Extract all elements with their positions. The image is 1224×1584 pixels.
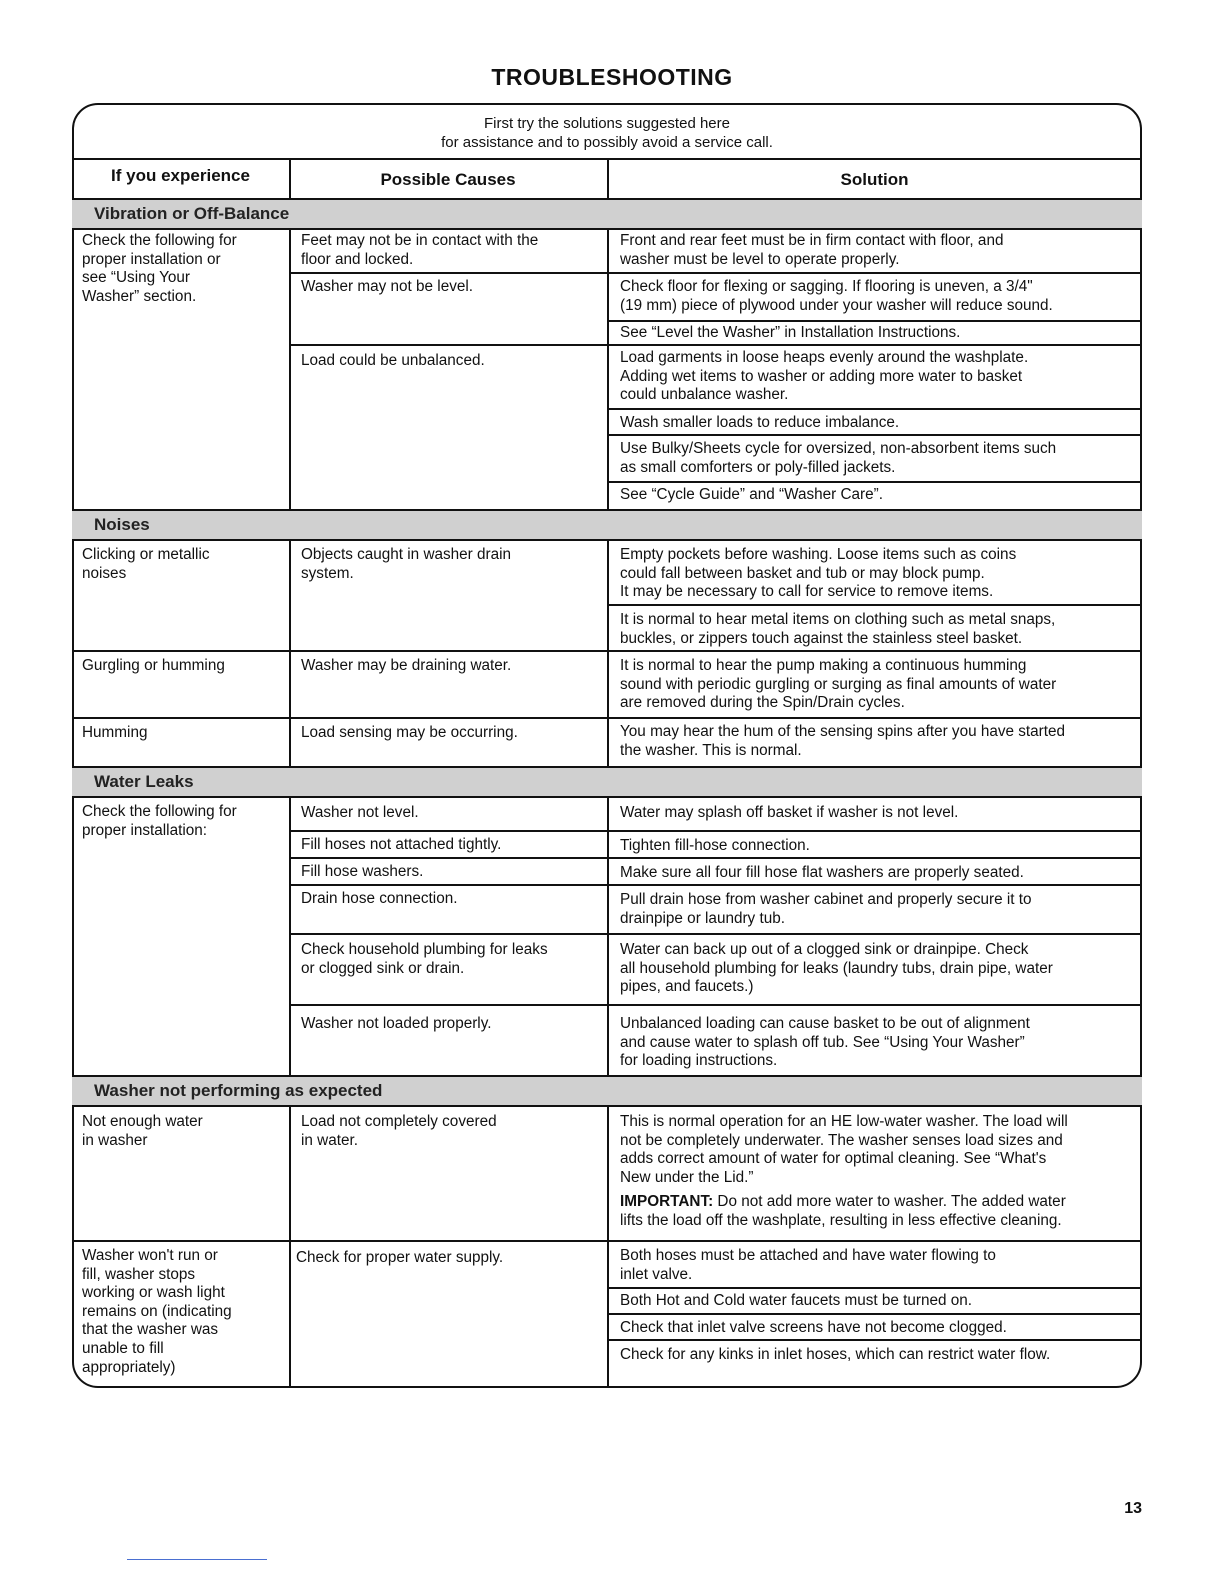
cell-line: noises xyxy=(82,564,127,582)
cell-line: Pull drain hose from washer cabinet and properly secure it to xyxy=(620,891,1032,908)
experience-cell xyxy=(82,546,210,583)
solution-cell xyxy=(620,486,883,505)
solution-cell xyxy=(620,941,1053,997)
cell-line: in washer xyxy=(82,1131,148,1149)
row-divider xyxy=(289,272,1142,274)
cell-line: Check that inlet valve screens have not become clogged. xyxy=(620,1319,1007,1336)
cell-line: Washer may not be level. xyxy=(301,278,474,295)
section-title: Vibration or Off-Balance xyxy=(94,204,290,223)
row-divider xyxy=(607,1313,1142,1315)
cell-line: remains on (indicating xyxy=(82,1302,232,1320)
solution-cell xyxy=(620,1015,1030,1071)
row-divider xyxy=(289,857,1142,859)
row-divider xyxy=(72,650,1142,652)
page-number: 13 xyxy=(1124,1500,1142,1517)
cell-line: system. xyxy=(301,564,354,582)
cause-cell xyxy=(301,657,511,676)
row-divider xyxy=(289,1004,1142,1006)
solution-cell xyxy=(620,1319,1007,1338)
solution-cell xyxy=(620,349,1028,405)
cell-line: Drain hose connection. xyxy=(301,890,458,907)
cause-cell xyxy=(301,278,473,297)
cell-line: Load garments in loose heaps evenly around the washplate. xyxy=(620,349,1029,366)
cause-cell xyxy=(301,890,457,909)
row-divider xyxy=(72,1240,1142,1242)
cell-line: Check the following for xyxy=(82,803,237,820)
row-divider xyxy=(607,434,1142,436)
cell-line: Adding wet items to washer or adding more water to basket xyxy=(620,367,1023,385)
cell-line: lifts the load off the washplate, resulting in less effective cleaning. xyxy=(620,1211,1062,1229)
cell-line: See “Level the Washer” in Installation Instructions. xyxy=(620,324,961,341)
header-solution: Solution xyxy=(840,170,909,189)
cell-line: not be completely underwater. The washer senses load sizes and xyxy=(620,1131,1063,1149)
solution-cell xyxy=(620,414,899,433)
cell-line: the washer. This is normal. xyxy=(620,741,802,759)
cell-line: drainpipe or laundry tub. xyxy=(620,909,785,927)
cell-line: Check floor for flexing or sagging. If flooring is uneven, a 3/4" xyxy=(620,278,1033,295)
cell-line: proper installation or xyxy=(82,250,221,268)
cell-line: see “Using Your xyxy=(82,269,190,287)
cell-line: You may hear the hum of the sensing spins after you have started xyxy=(620,723,1066,740)
page-title: TROUBLESHOOTING xyxy=(491,64,733,90)
cell-line: adds correct amount of water for optimal cleaning. See “What's xyxy=(620,1150,1047,1168)
cell-line: Washer may be draining water. xyxy=(301,657,512,674)
cell-line: Fill hose washers. xyxy=(301,863,424,880)
cell-line: all household plumbing for leaks (laundry tubs, drain pipe, water xyxy=(620,959,1053,977)
cell-line: Check household plumbing for leaks xyxy=(301,941,548,958)
cell-line: in water. xyxy=(301,1131,358,1149)
experience-cell xyxy=(82,232,237,306)
experience-cell xyxy=(82,803,237,840)
solution-cell xyxy=(620,324,960,343)
cell-line: are removed during the Spin/Drain cycles. xyxy=(620,694,905,712)
cell-line: Clicking or metallic xyxy=(82,546,210,563)
header-causes: Possible Causes xyxy=(380,170,516,189)
row-divider xyxy=(289,344,1142,346)
cell-line: Use Bulky/Sheets cycle for oversized, non-absorbent items such xyxy=(620,440,1057,457)
cell-line: Tighten fill-hose connection. xyxy=(620,837,810,854)
section-title: Water Leaks xyxy=(94,772,194,791)
cause-cell xyxy=(301,804,419,823)
intro-line: First try the solutions suggested here xyxy=(484,115,730,132)
cell-line: Both Hot and Cold water faucets must be turned on. xyxy=(620,1292,973,1309)
row-divider xyxy=(72,717,1142,719)
cell-line: It is normal to hear the pump making a continuous humming xyxy=(620,657,1027,674)
cell-line: Check the following for xyxy=(82,232,237,249)
cause-cell xyxy=(301,232,538,269)
important-label: IMPORTANT: xyxy=(620,1193,714,1211)
solution-cell xyxy=(620,657,1056,713)
cell-line: Feet may not be in contact with the xyxy=(301,232,539,249)
solution-cell xyxy=(620,837,810,856)
cell-line: appropriately) xyxy=(82,1358,176,1376)
solution-cell xyxy=(620,1247,996,1284)
solution-cell xyxy=(620,546,1016,602)
cell-line: Load sensing may be occurring. xyxy=(301,724,518,741)
solution-cell xyxy=(620,440,1056,477)
section-band-vibration xyxy=(72,198,1142,230)
cell-line: for loading instructions. xyxy=(620,1052,778,1070)
cell-line: pipes, and faucets.) xyxy=(620,978,754,996)
cell-line: Gurgling or humming xyxy=(82,657,225,674)
solution-cell xyxy=(620,1292,972,1311)
solution-cell xyxy=(620,723,1065,760)
cell-line: fill, washer stops xyxy=(82,1265,196,1283)
cell-line: Load could be unbalanced. xyxy=(301,352,485,369)
solution-cell xyxy=(620,891,1032,928)
cell-line: See “Cycle Guide” and “Washer Care”. xyxy=(620,486,883,503)
solution-cell xyxy=(620,804,958,823)
cell-line: Empty pockets before washing. Loose items such as coins xyxy=(620,546,1017,563)
row-divider xyxy=(607,408,1142,410)
cell-line: Check for any kinks in inlet hoses, which can restrict water flow. xyxy=(620,1346,1051,1363)
row-divider xyxy=(607,604,1142,606)
section-band-performing xyxy=(72,1075,1142,1107)
section-title: Noises xyxy=(94,515,150,534)
solution-cell xyxy=(620,864,1024,883)
experience-cell xyxy=(82,724,147,743)
important-text: Do not add more water to washer. The added water xyxy=(713,1193,1066,1211)
row-divider xyxy=(607,1287,1142,1289)
row-divider xyxy=(289,830,1142,832)
cell-line: Water may splash off basket if washer is not level. xyxy=(620,804,959,821)
experience-cell xyxy=(82,1113,203,1150)
intro-text xyxy=(72,114,1142,152)
row-divider xyxy=(289,884,1142,886)
cell-line: buckles, or zippers touch against the stainless steel basket. xyxy=(620,629,1023,647)
cell-line: It is normal to hear metal items on clothing such as metal snaps, xyxy=(620,611,1056,628)
cell-line: inlet valve. xyxy=(620,1265,693,1283)
cell-line: Unbalanced loading can cause basket to be out of alignment xyxy=(620,1015,1030,1032)
cause-cell xyxy=(301,1015,491,1034)
row-divider xyxy=(289,933,1142,935)
important-note xyxy=(620,1193,1068,1212)
cell-line: (19 mm) piece of plywood under your washer will reduce sound. xyxy=(620,296,1053,314)
cell-line: sound with periodic gurgling or surging as final amounts of water xyxy=(620,675,1057,693)
cause-cell xyxy=(301,724,518,743)
cause-cell xyxy=(301,546,511,583)
cell-line: proper installation: xyxy=(82,821,207,839)
cell-line: This is normal operation for an HE low-water washer. The load will xyxy=(620,1113,1068,1130)
section-band-noises xyxy=(72,509,1142,541)
solution-cell xyxy=(620,1113,1068,1231)
cell-line: working or wash light xyxy=(82,1284,225,1302)
solution-cell xyxy=(620,232,1003,269)
solution-cell xyxy=(620,1346,1050,1365)
cell-line: Objects caught in washer drain xyxy=(301,546,512,563)
row-divider xyxy=(607,1339,1142,1341)
cause-cell xyxy=(301,941,548,978)
cause-cell xyxy=(301,1113,497,1150)
row-divider xyxy=(607,320,1142,322)
cause-cell xyxy=(296,1249,503,1268)
intro-line: for assistance and to possibly avoid a service call. xyxy=(441,134,773,151)
section-title: Washer not performing as expected xyxy=(94,1081,383,1100)
cell-line: could fall between basket and tub or may block pump. xyxy=(620,564,985,582)
cell-line: Humming xyxy=(82,724,148,741)
cell-line: Water can back up out of a clogged sink or drainpipe. Check xyxy=(620,941,1029,958)
cell-line: Washer won't run or xyxy=(82,1247,218,1264)
cell-line: as small comforters or poly-filled jackets. xyxy=(620,458,896,476)
cell-line: Check for proper water supply. xyxy=(296,1249,504,1266)
cause-cell xyxy=(301,352,485,371)
cell-line: New under the Lid.” xyxy=(620,1168,754,1186)
cell-line: unable to fill xyxy=(82,1339,164,1357)
cell-line: floor and locked. xyxy=(301,250,414,268)
cell-line: and cause water to splash off tub. See “Using Your Washer” xyxy=(620,1033,1025,1051)
cause-cell xyxy=(301,863,423,882)
header-experience: If you experience xyxy=(111,166,250,185)
solution-cell xyxy=(620,611,1055,648)
row-divider xyxy=(607,481,1142,483)
cell-line: that the washer was xyxy=(82,1321,219,1339)
cell-line: Both hoses must be attached and have water flowing to xyxy=(620,1247,996,1264)
cell-line: Front and rear feet must be in firm contact with floor, and xyxy=(620,232,1004,249)
cause-cell xyxy=(301,836,501,855)
cell-line: Load not completely covered xyxy=(301,1113,497,1130)
cell-line: Washer not loaded properly. xyxy=(301,1015,492,1032)
solution-cell xyxy=(620,278,1053,315)
cell-line: Washer” section. xyxy=(82,287,197,305)
cell-line: It may be necessary to call for service to remove items. xyxy=(620,583,994,601)
cell-line: Not enough water xyxy=(82,1113,203,1130)
cell-line: Washer not level. xyxy=(301,804,419,821)
experience-cell xyxy=(82,657,225,676)
cell-line: Make sure all four fill hose flat washers are properly seated. xyxy=(620,864,1024,881)
cell-line: Fill hoses not attached tightly. xyxy=(301,836,502,853)
section-band-leaks xyxy=(72,766,1142,798)
experience-cell xyxy=(82,1247,232,1377)
cell-line: could unbalance washer. xyxy=(620,386,789,404)
cell-line: or clogged sink or drain. xyxy=(301,959,465,977)
cell-line: Wash smaller loads to reduce imbalance. xyxy=(620,414,900,431)
footer-rule xyxy=(127,1559,267,1560)
cell-line: washer must be level to operate properly. xyxy=(620,250,900,268)
